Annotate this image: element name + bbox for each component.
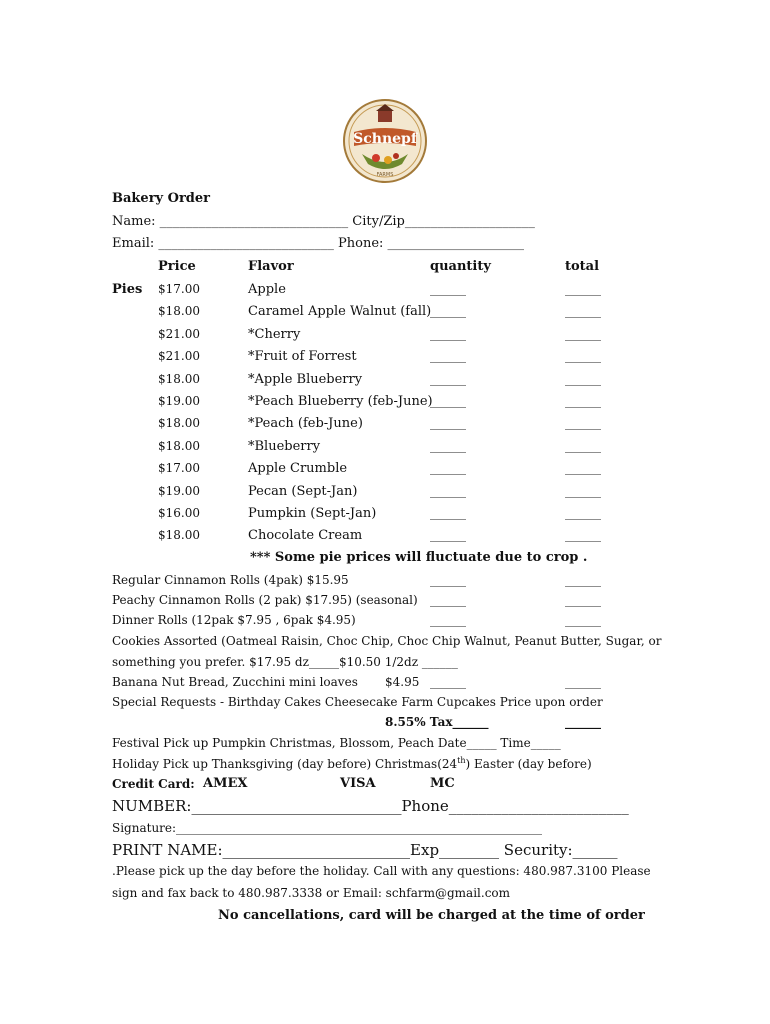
pie-quantity-blank[interactable]: ______ <box>430 484 466 498</box>
pie-flavor: Chocolate Cream <box>248 528 363 543</box>
pies-label: Pies <box>112 282 143 297</box>
pie-flavor: *Fruit of Forrest <box>248 349 357 364</box>
pie-quantity-blank[interactable]: ______ <box>430 327 466 341</box>
pie-total-blank[interactable]: ______ <box>565 461 601 475</box>
pie-flavor: *Peach (feb-June) <box>248 416 363 431</box>
visa-option[interactable]: VISA <box>340 776 376 791</box>
amex-option[interactable]: AMEX <box>203 776 248 791</box>
pie-price: $18.00 <box>158 439 200 453</box>
pie-flavor: *Apple Blueberry <box>248 372 363 387</box>
pie-flavor: *Blueberry <box>248 439 321 454</box>
dinner-total-blank[interactable]: ______ <box>565 613 601 627</box>
cinnamon-rolls-line: Regular Cinnamon Rolls (4pak) $15.95 <box>112 573 349 587</box>
peachy-total-blank[interactable]: ______ <box>565 593 601 607</box>
pie-price: $16.00 <box>158 506 200 520</box>
pie-total-blank[interactable]: ______ <box>565 304 601 318</box>
pie-price: $21.00 <box>158 327 200 341</box>
pie-total-blank[interactable]: ______ <box>565 439 601 453</box>
header-quantity: quantity <box>430 259 491 274</box>
pie-flavor: *Peach Blueberry (feb-June) <box>248 394 433 409</box>
pie-price: $17.00 <box>158 282 200 296</box>
dinner-qty-blank[interactable]: ______ <box>430 613 466 627</box>
tax-line[interactable]: 8.55% Tax______ <box>385 715 489 729</box>
pie-quantity-blank[interactable]: ______ <box>430 372 466 386</box>
cookies-line-1: Cookies Assorted (Oatmeal Raisin, Choc Chip, Choc Chip Walnut, Peanut Butter, Sugar, or <box>112 634 662 648</box>
holiday-pickup-text: Holiday Pick up Thanksgiving (day before) Christmas(24 <box>112 757 458 771</box>
dinner-rolls-line: Dinner Rolls (12pak $7.95 , 6pak $4.95) <box>112 613 356 627</box>
cookies-line-2[interactable]: something you prefer. $17.95 dz_____$10.50 1/2dz ______ <box>112 655 458 669</box>
pie-flavor: Pumpkin (Sept-Jan) <box>248 506 377 521</box>
pie-quantity-blank[interactable]: ______ <box>430 304 466 318</box>
pie-quantity-blank[interactable]: ______ <box>430 416 466 430</box>
pie-quantity-blank[interactable]: ______ <box>430 394 466 408</box>
print-name-exp-security-line[interactable]: PRINT NAME:_________________________Exp________ Security:______ <box>112 841 618 859</box>
pie-total-blank[interactable]: ______ <box>565 506 601 520</box>
pie-total-blank[interactable]: ______ <box>565 416 601 430</box>
mc-option[interactable]: MC <box>430 776 455 791</box>
pie-quantity-blank[interactable]: ______ <box>430 461 466 475</box>
banana-qty-blank[interactable]: ______ <box>430 675 466 689</box>
banana-bread-price: $4.95 <box>385 675 420 689</box>
schnepf-logo <box>342 98 428 184</box>
card-number-phone-line[interactable]: NUMBER:____________________________Phone________________________ <box>112 797 629 815</box>
peachy-rolls-line: Peachy Cinnamon Rolls (2 pak) $17.95) (seasonal) <box>112 593 418 607</box>
pie-quantity-blank[interactable]: ______ <box>430 282 466 296</box>
pie-flavor: Apple Crumble <box>248 461 348 476</box>
tax-total-blank[interactable]: ______ <box>565 715 601 729</box>
pie-total-blank[interactable]: ______ <box>565 282 601 296</box>
pie-flavor: Pecan (Sept-Jan) <box>248 484 358 499</box>
logo-text: Schnepf <box>353 131 417 147</box>
header-price: Price <box>158 259 196 274</box>
pie-total-blank[interactable]: ______ <box>565 394 601 408</box>
peachy-qty-blank[interactable]: ______ <box>430 593 466 607</box>
credit-card-label: Credit Card: <box>112 777 195 791</box>
header-flavor: Flavor <box>248 259 294 274</box>
pie-quantity-blank[interactable]: ______ <box>430 349 466 363</box>
holiday-pickup-line <box>112 756 592 771</box>
special-requests-line: Special Requests - Birthday Cakes Cheesecake Farm Cupcakes Price upon order <box>112 695 603 709</box>
banana-total-blank[interactable]: ______ <box>565 675 601 689</box>
cinnamon-qty-blank[interactable]: ______ <box>430 573 466 587</box>
form-title: Bakery Order <box>112 191 211 206</box>
pickup-note-line-1: .Please pick up the day before the holiday. Call with any questions: 480.987.3100 Please <box>112 864 651 878</box>
pie-quantity-blank[interactable]: ______ <box>430 506 466 520</box>
pie-price: $18.00 <box>158 372 200 386</box>
pie-total-blank[interactable]: ______ <box>565 484 601 498</box>
pie-price: $18.00 <box>158 416 200 430</box>
banana-bread-line: Banana Nut Bread, Zucchini mini loaves <box>112 675 358 689</box>
pie-price: $18.00 <box>158 528 200 542</box>
cinnamon-total-blank[interactable]: ______ <box>565 573 601 587</box>
pie-flavor: *Cherry <box>248 327 301 342</box>
pie-quantity-blank[interactable]: ______ <box>430 528 466 542</box>
pie-total-blank[interactable]: ______ <box>565 372 601 386</box>
pie-price: $21.00 <box>158 349 200 363</box>
holiday-pickup-sup: th <box>457 756 466 765</box>
pie-price: $17.00 <box>158 461 200 475</box>
pie-total-blank[interactable]: ______ <box>565 327 601 341</box>
email-phone-line[interactable]: Email: ___________________________ Phone: _____________________ <box>112 236 525 251</box>
pie-price: $19.00 <box>158 394 200 408</box>
pie-price: $18.00 <box>158 304 200 318</box>
header-total: total <box>565 259 600 274</box>
name-cityzip-line[interactable]: Name: _____________________________ City/Zip____________________ <box>112 214 535 229</box>
pie-total-blank[interactable]: ______ <box>565 528 601 542</box>
pie-price-note: *** Some pie prices will fluctuate due to crop . <box>250 550 588 565</box>
signature-line[interactable]: Signature:_____________________________________________________________ <box>112 821 543 835</box>
holiday-pickup-end: ) Easter (day before) <box>465 757 592 771</box>
pickup-note-line-2: sign and fax back to 480.987.3338 or Email: schfarm@gmail.com <box>112 886 511 900</box>
pie-quantity-blank[interactable]: ______ <box>430 439 466 453</box>
pie-flavor: Apple <box>248 282 286 297</box>
pie-price: $19.00 <box>158 484 200 498</box>
pie-total-blank[interactable]: ______ <box>565 349 601 363</box>
cancellation-note: No cancellations, card will be charged at the time of order <box>218 908 645 923</box>
logo-subtext: FARMS <box>376 172 394 178</box>
pie-flavor: Caramel Apple Walnut (fall) <box>248 304 432 319</box>
festival-pickup-line[interactable]: Festival Pick up Pumpkin Christmas, Blossom, Peach Date_____ Time_____ <box>112 736 561 750</box>
